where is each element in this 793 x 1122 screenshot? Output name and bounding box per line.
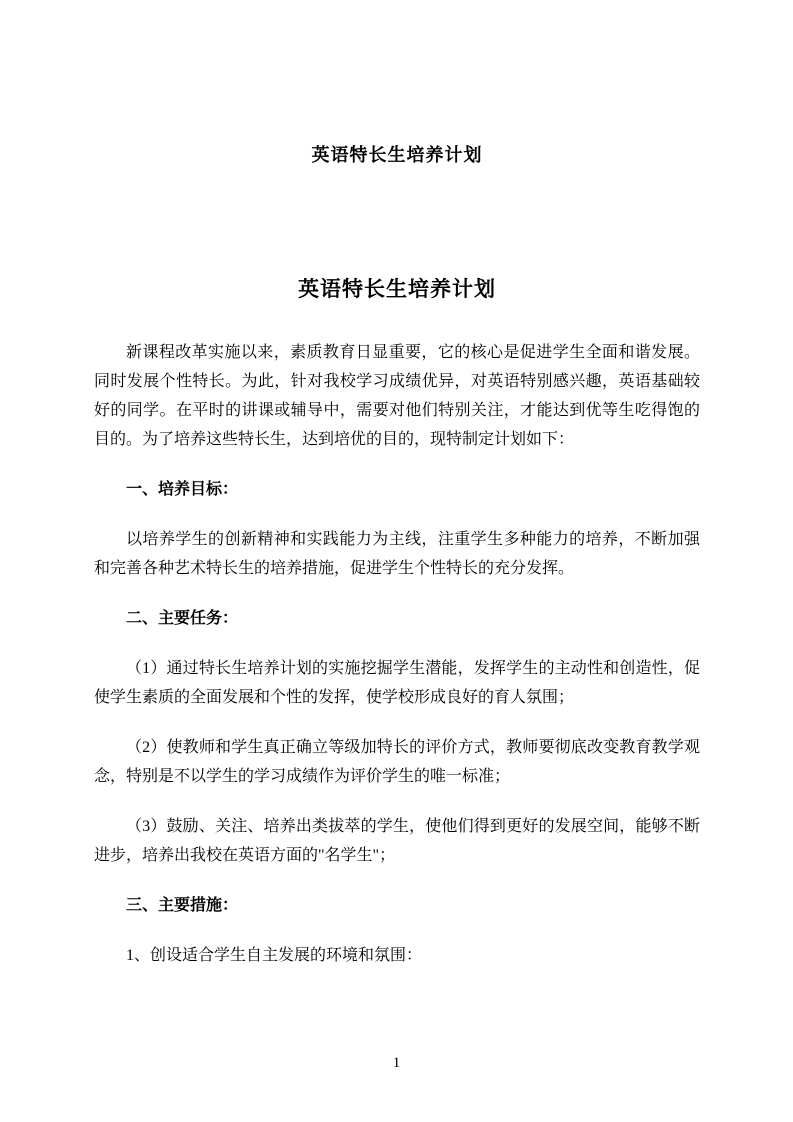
task-item-2: （2）使教师和学生真正确立等级加特长的评价方式，教师要彻底改变教育教学观念，特别是不以学生的学习成绩作为评价学生的唯一标准； (94, 739, 700, 785)
section-heading-measures: 三、主要措施： (126, 897, 239, 914)
page-number: 1 (392, 1055, 401, 1071)
document-content (94, 0, 700, 970)
intro-paragraph: 新课程改革实施以来，素质教育日显重要，它的核心是促进学生全面和谐发展。同时发展个性特长。为此，针对我校学习成绩优异，对英语特别感兴趣，英语基础较好的同学。在平时的讲课或辅导中，需要对他们特别关注，才能达到优等生吃得饱的目的。为了培养这些特长生，达到培优的目的，现特制定计划如下： (94, 344, 700, 448)
task-item-3: （3）鼓励、关注、培养出类拔萃的学生，使他们得到更好的发展空间，能够不断进步，培养出我校在英语方面的"名学生"； (94, 818, 700, 864)
task-item-1: （1）通过特长生培养计划的实施挖掘学生潜能，发挥学生的主动性和创造性，促使学生素质的全面发展和个性的发挥，使学校形成良好的育人氛围； (94, 660, 700, 706)
section-heading-goals: 一、培养目标： (126, 481, 239, 498)
section-heading-tasks: 二、主要任务： (126, 610, 239, 627)
measure-item-1: 1、创设适合学生自主发展的环境和氛围： (126, 947, 423, 964)
document-header-title: 英语特长生培养计划 (311, 145, 483, 165)
page-title: 英语特长生培养计划 (298, 277, 496, 301)
section-goals-paragraph: 以培养学生的创新精神和实践能力为主线，注重学生多种能力的培养，不断加强和完善各种艺术特长生的培养措施，促进学生个性特长的充分发挥。 (94, 531, 700, 577)
